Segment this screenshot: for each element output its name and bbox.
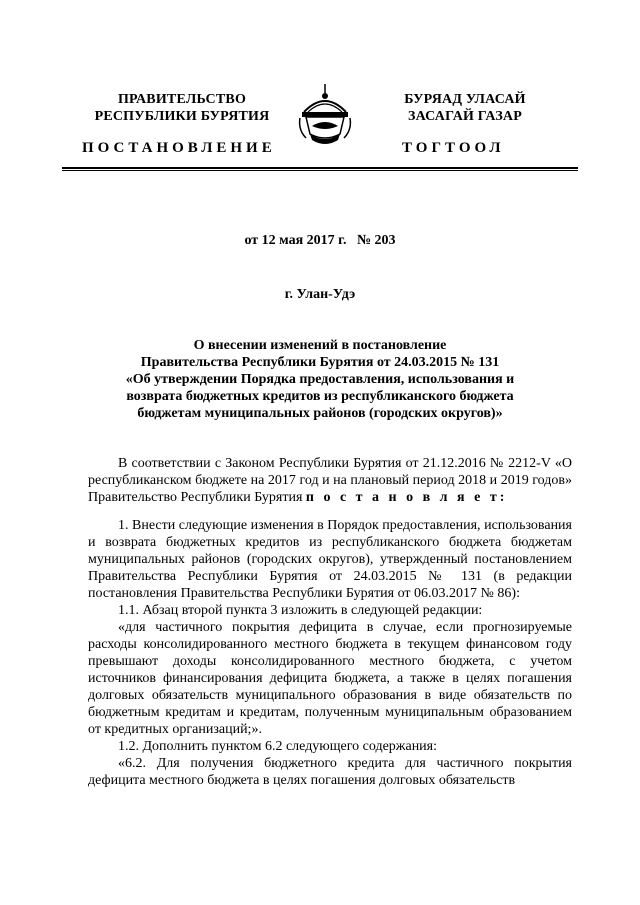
government-name-bua-line1: БУРЯАД УЛАСАЙ xyxy=(404,92,526,107)
paragraph-quote-1: «для частичного покрытия дефицита в случае, если прогнозируемые расходы консолидированного местного бюджета в текущем финансовом году превышают доходы консолидированного местного бюджета, с учетом источников финансирования дефицита бюджета, а также в целях погашения долговых обязательств муниципального образования в виде обязательств по бюджетным кредитам и кредитам, полученным муниципальным образованием от кредитных организаций;». xyxy=(88,620,572,737)
decree-word: п о с т а н о в л я е т: xyxy=(305,490,508,505)
title-line: бюджетам муниципальных районов (городских округов)» xyxy=(137,406,503,421)
title-line: О внесении изменений в постановление xyxy=(193,338,447,353)
doc-type-ru: ПОСТАНОВЛЕНИЕ xyxy=(82,140,276,156)
government-name-bua xyxy=(375,91,555,125)
preamble-text: В соответствии с Законом Республики Бурятия от 21.12.2016 № 2212-V «О республиканском бюджете на 2017 год и на плановый период 2018 и 2019 годов» Правительство Республики Бурятия xyxy=(88,456,572,505)
government-name-ru-line2: РЕСПУБЛИКИ БУРЯТИЯ xyxy=(94,109,270,124)
paragraph-1: 1. Внести следующие изменения в Порядок предоставления, использования и возврата бюджетных кредитов из республиканского бюджета бюджетам муниципальных районов (городских округов), утвержденный постановлением Правительства Республики Бурятия от 24.03.2015 № 131 (в редакции постановления Правительства Республики Бурятия от 06.03.2017 № 86): xyxy=(88,518,572,601)
title-line: возврата бюджетных кредитов из республиканского бюджета xyxy=(126,389,514,404)
title-line: Правительства Республики Бурятия от 24.03.2015 № 131 xyxy=(140,355,500,370)
paragraph-1-1: 1.1. Абзац второй пункта 3 изложить в следующей редакции: xyxy=(118,603,483,618)
government-name-ru xyxy=(92,91,272,125)
paragraph-1-2: 1.2. Дополнить пунктом 6.2 следующего содержания: xyxy=(118,739,438,754)
date-number: от 12 мая 2017 г. № 203 xyxy=(244,233,396,248)
paragraph-quote-2: «6.2. Для получения бюджетного кредита для частичного покрытия дефицита местного бюджета в целях погашения долговых обязательств xyxy=(88,756,572,788)
government-name-ru-line1: ПРАВИТЕЛЬСТВО xyxy=(117,92,247,107)
header-divider xyxy=(62,167,578,171)
doc-type-bua: ТОГТООЛ xyxy=(402,140,505,156)
title-line: «Об утверждении Порядка предоставления, использования и xyxy=(125,372,515,387)
coat-of-arms-emblem xyxy=(296,82,354,148)
city: г. Улан-Удэ xyxy=(284,287,356,302)
document-body xyxy=(88,455,572,789)
government-name-bua-line2: ЗАСАГАЙ ГАЗАР xyxy=(407,109,522,124)
document-title xyxy=(100,337,540,422)
preamble-paragraph xyxy=(88,455,572,506)
